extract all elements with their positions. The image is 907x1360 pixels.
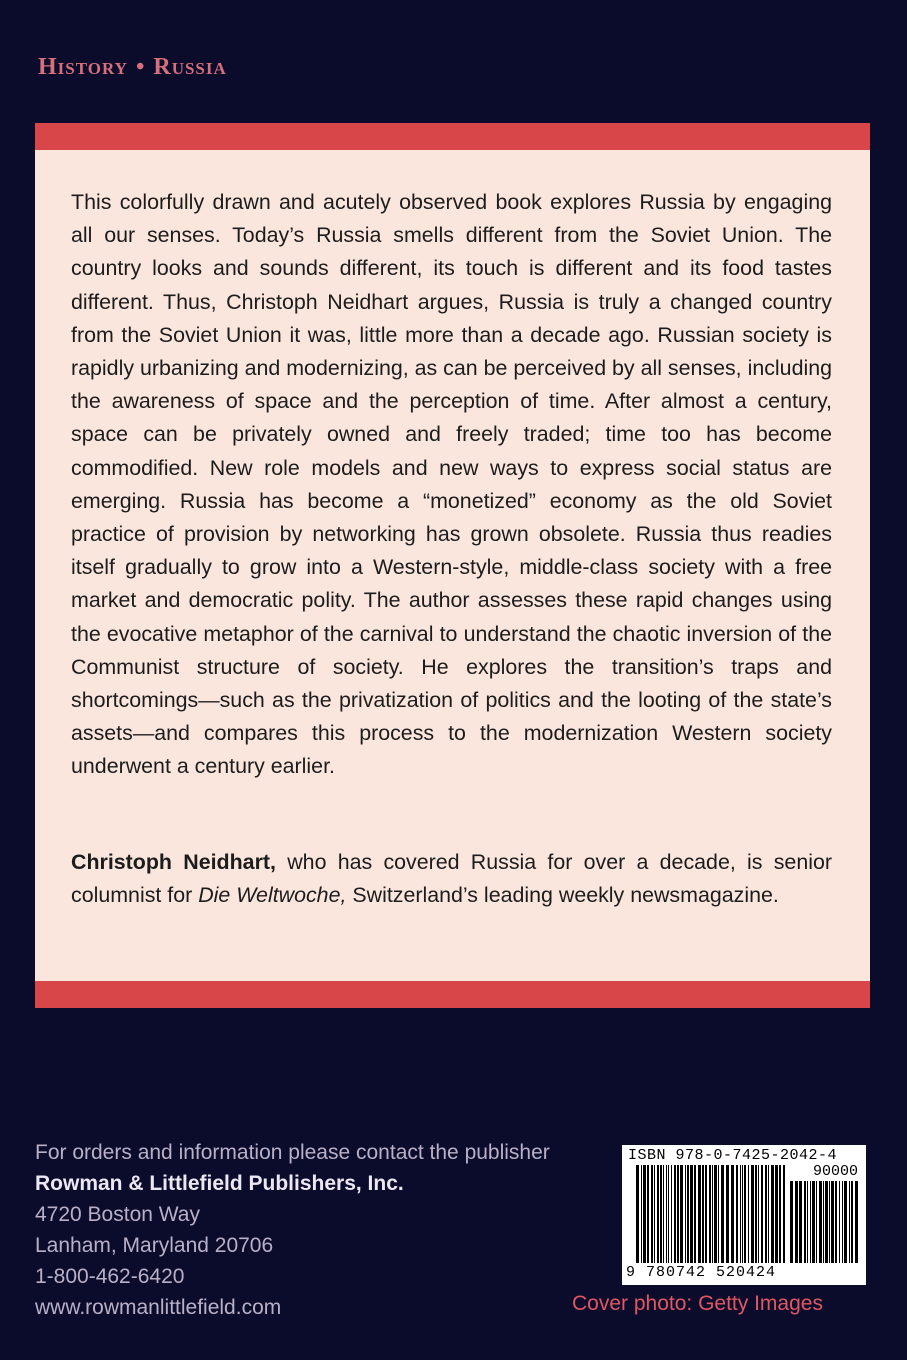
barcode-bar — [855, 1181, 858, 1263]
barcode-bar — [851, 1181, 853, 1263]
category-separator: • — [135, 54, 146, 80]
barcode-bar — [748, 1165, 749, 1263]
barcode-bar — [702, 1165, 704, 1263]
barcode-bar — [736, 1165, 738, 1263]
barcode-bar — [795, 1181, 798, 1263]
barcode-bar — [643, 1165, 646, 1263]
barcode-bar — [671, 1165, 672, 1263]
barcode-bar — [775, 1165, 778, 1263]
barcode-bar — [721, 1165, 724, 1263]
barcode-bar — [668, 1165, 669, 1263]
isbn-barcode — [622, 1145, 866, 1285]
barcode-bar — [839, 1181, 840, 1263]
cover-photo-credit: Cover photo: Getty Images — [572, 1292, 823, 1315]
author-bio — [71, 846, 832, 912]
barcode-bar — [687, 1165, 689, 1263]
barcode-bar — [825, 1181, 828, 1263]
barcode-bar — [714, 1165, 717, 1263]
barcode-bar — [842, 1181, 843, 1263]
author-bio-text-1: who has covered Russia for over a decade, is senior columnist for — [71, 850, 832, 908]
barcode-bar — [844, 1181, 847, 1263]
barcode-bar — [647, 1165, 649, 1263]
publisher-phone: 1-800-462-6420 — [35, 1265, 185, 1288]
author-bio-text-2: Switzerland’s leading weekly newsmagazine. — [346, 883, 779, 908]
barcode-bar — [740, 1165, 741, 1263]
barcode-bar — [657, 1165, 659, 1263]
ean-barcode-bars — [636, 1165, 786, 1263]
barcode-bar — [651, 1165, 653, 1263]
barcode-bar — [718, 1165, 719, 1263]
publisher-address-line-2: Lanham, Maryland 20706 — [35, 1234, 274, 1257]
barcode-bar — [790, 1181, 793, 1263]
isbn-label: ISBN 978-0-7425-2042-4 — [628, 1147, 838, 1164]
barcode-bar — [674, 1165, 676, 1263]
barcode-bar — [690, 1165, 693, 1263]
price-code: 90000 — [812, 1163, 858, 1180]
barcode-bar — [807, 1181, 808, 1263]
barcode-bar — [742, 1165, 743, 1263]
barcode-bar — [641, 1165, 642, 1263]
barcode-bar — [685, 1165, 686, 1263]
book-description: This colorfully drawn and acutely observed book explores Russia by engaging all our senses. Today’s Russia smells different from the Soviet Union. The country looks and sounds different, its touch is different and its food tastes different. Thus, Christoph Neidhart argues, Russia is truly a changed country from the Soviet Union it was, little more than a decade ago. Russian society is rapidly urbanizing and modernizing, as can be perceived by all senses, including the awareness of space and the perception of time. After almost a century, space can be privately owned and freely traded; time too has become commodified. New role models and new ways to express social status are emerging. Russia has become a “monetized” economy as the old Soviet practice of provision by networking has grown obsolete. Russia thus readies itself gradually to grow into a Western-style, middle-class society with a free market and democratic polity. The author assesses these rapid changes using the evocative metaphor of the carnival to understand the chaotic inversion of the Communist structure of society. He explores the transition’s traps and shortcomings—such as the privatization of politics and the looting of the state’s assets—and compares this process to the modernization Western society underwent a century earlier. — [71, 190, 833, 779]
barcode-bar — [698, 1165, 701, 1263]
barcode-bar — [677, 1165, 679, 1263]
barcode-bar — [705, 1165, 707, 1263]
barcode-bar — [761, 1165, 763, 1263]
barcode-bar — [654, 1165, 655, 1263]
barcode-bar — [751, 1165, 754, 1263]
barcode-bar — [771, 1165, 774, 1263]
barcode-bar — [744, 1165, 746, 1263]
barcode-bar — [829, 1181, 830, 1263]
barcode-bar — [755, 1165, 757, 1263]
barcode-bar — [819, 1181, 822, 1263]
category-heading — [38, 54, 227, 81]
publisher-website: www.rowmanlittlefield.com — [35, 1296, 282, 1319]
barcode-bar — [758, 1165, 759, 1263]
barcode-bar — [680, 1165, 683, 1263]
barcode-bar — [731, 1165, 734, 1263]
barcode-bar — [783, 1165, 785, 1263]
barcode-bar — [779, 1165, 781, 1263]
barcode-bar — [810, 1181, 811, 1263]
barcode-bar — [768, 1165, 769, 1263]
barcode-bar — [799, 1181, 802, 1263]
barcode-bar — [694, 1165, 696, 1263]
barcode-bar — [663, 1165, 664, 1263]
publisher-address-line-1: 4720 Boston Way — [35, 1203, 200, 1226]
barcode-bar — [636, 1165, 639, 1263]
barcode-bar — [823, 1181, 824, 1263]
addon-barcode-bars — [790, 1181, 860, 1263]
barcode-bar — [831, 1181, 834, 1263]
barcode-bar — [835, 1181, 837, 1263]
publisher-contact — [35, 1137, 615, 1323]
publication-name: Die Weltwoche, — [198, 883, 347, 908]
description-panel — [35, 123, 870, 1008]
category-russia: Russia — [153, 54, 227, 80]
barcode-bar — [726, 1165, 729, 1263]
barcode-bar — [712, 1165, 713, 1263]
barcode-bar — [812, 1181, 815, 1263]
barcode-bar — [666, 1165, 667, 1263]
barcode-bar — [765, 1165, 767, 1263]
barcode-bar — [660, 1165, 662, 1263]
contact-intro: For orders and information please contact the publisher — [35, 1141, 550, 1164]
category-history: History — [38, 54, 128, 80]
barcode-bar — [849, 1181, 850, 1263]
barcode-bar — [816, 1181, 817, 1263]
barcode-bar — [709, 1165, 711, 1263]
barcode-bar — [804, 1181, 806, 1263]
publisher-name: Rowman & Littlefield Publishers, Inc. — [35, 1172, 404, 1195]
ean-digits: 9 780742 520424 — [626, 1264, 777, 1281]
author-name: Christoph Neidhart, — [71, 850, 276, 874]
